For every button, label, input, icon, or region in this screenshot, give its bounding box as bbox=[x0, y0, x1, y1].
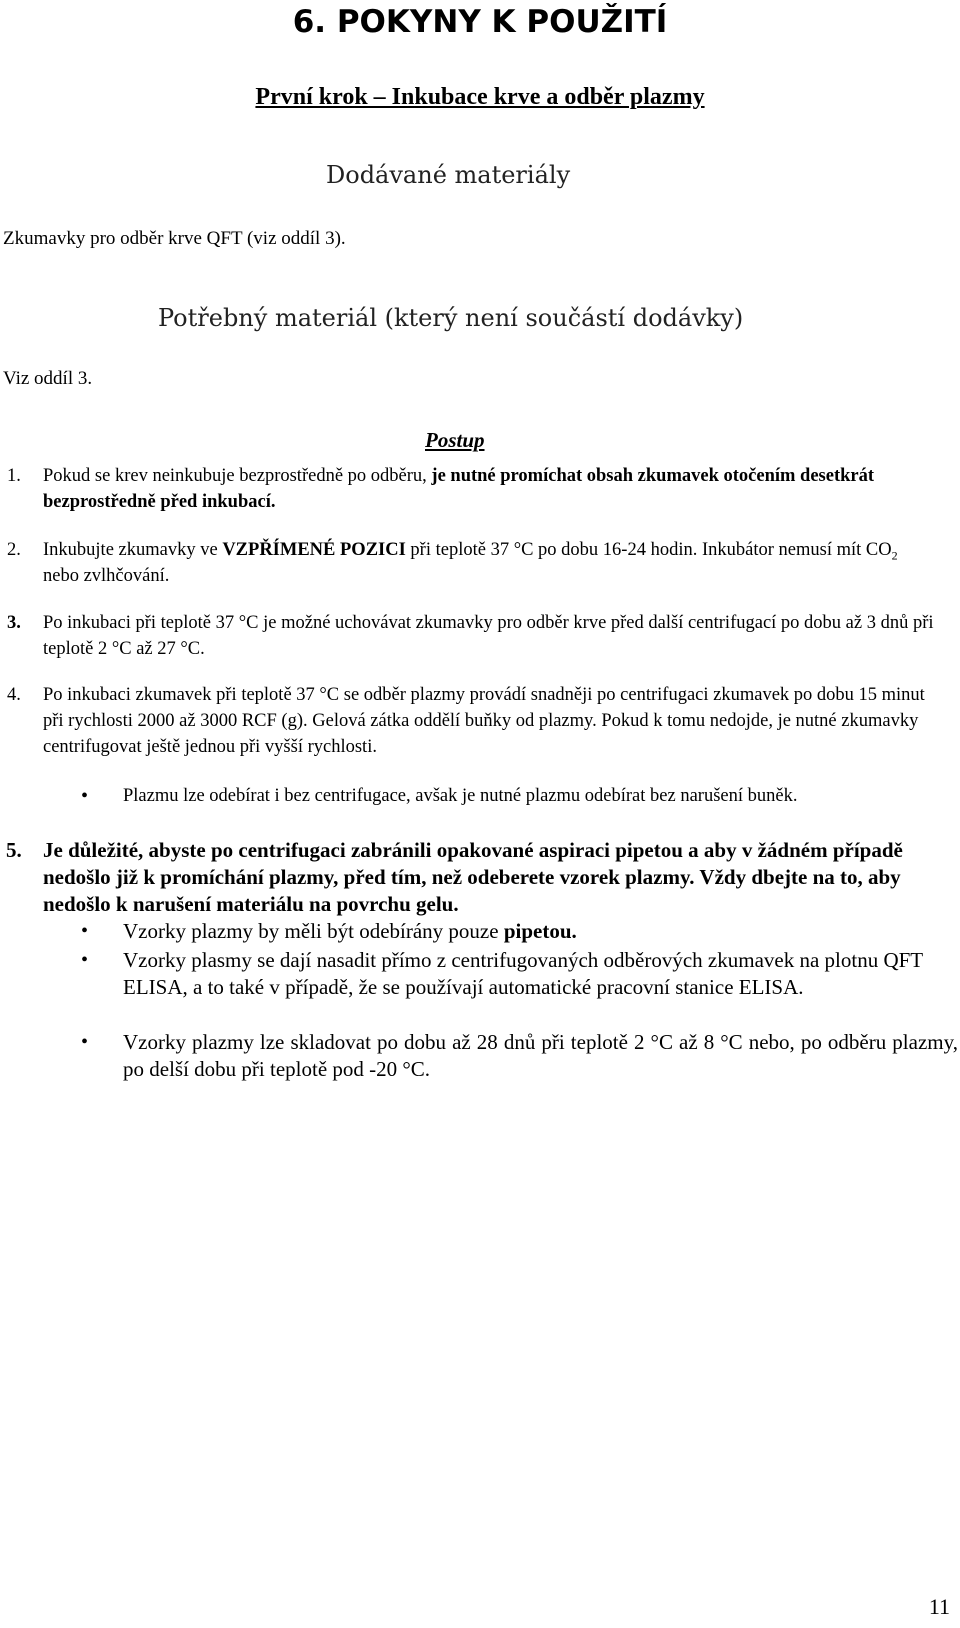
bullet-icon: • bbox=[81, 949, 89, 971]
bullet-text: Plazmu lze odebírat i bez centrifugace, avšak je nutné plazmu odebírat bez narušení buněk. bbox=[123, 786, 798, 806]
required-materials-heading: Potřebný materiál (který není součástí dodávky) bbox=[158, 304, 744, 332]
step-title: První krok – Inkubace krve a odběr plazmy bbox=[255, 84, 705, 110]
section-title: 6. POKYNY K POUŽITÍ bbox=[292, 4, 668, 40]
bullet-icon: • bbox=[81, 920, 89, 942]
list-item bbox=[0, 947, 958, 1001]
step-number: 3. bbox=[7, 613, 21, 633]
procedure-heading: Postup bbox=[425, 428, 485, 452]
step-5 bbox=[0, 837, 958, 918]
step-number: 1. bbox=[7, 466, 21, 486]
bullet-text: Vzorky plazmy by měli být odebírány pouze pipetou. bbox=[123, 919, 577, 943]
bullet-text: Vzorky plasmy se dají nasadit přímo z centrifugovaných odběrových zkumavek na plotnu QFT ELISA, a to také v případě, že se používají automatické pracovní stanice ELISA. bbox=[123, 948, 923, 999]
list-item bbox=[0, 783, 958, 809]
step-4 bbox=[0, 682, 958, 760]
step-emphasis: je nutné promíchat obsah zkumavek otočením desetkrát bezprostředně před inkubací. bbox=[43, 466, 875, 512]
list-item bbox=[0, 1029, 958, 1083]
co2-subscript: 2 bbox=[891, 548, 898, 563]
step-text: Pokud se krev neinkubuje bezprostředně po odběru, je nutné promíchat obsah zkumavek otočením desetkrát bezprostředně před inkubací. bbox=[43, 466, 875, 512]
supplied-materials-text: Zkumavky pro odběr krve QFT (viz oddíl 3). bbox=[3, 228, 346, 249]
bullet-text: Vzorky plazmy lze skladovat po dobu až 28 dnů při teplotě 2 °C až 8 °C nebo, po odběru plazmy, po delší dobu při teplotě pod -20 °C. bbox=[123, 1030, 958, 1081]
step-2 bbox=[0, 537, 958, 589]
step-1 bbox=[0, 463, 958, 515]
step-number: 5. bbox=[6, 838, 22, 862]
step-text: Po inkubaci zkumavek při teplotě 37 °C se odběr plazmy provádí snadněji po centrifugaci zkumavek po dobu 15 minut při rychlosti 2000 až 3000 RCF (g). Gelová zátka oddělí buňky od plazmy. Pokud k tomu nedojde, je nutné zkumavky centrifugovat ještě jednou při vyšší rychlosti. bbox=[43, 685, 925, 757]
step-number: 2. bbox=[7, 540, 21, 560]
bullet-icon: • bbox=[81, 1031, 89, 1053]
step-text: Po inkubaci při teplotě 37 °C je možné uchovávat zkumavky pro odběr krve před další centrifugací po dobu až 3 dnů při teplotě 2 °C až 27 °C. bbox=[43, 613, 934, 659]
bullet-icon: • bbox=[81, 785, 89, 807]
bullet-emphasis: pipetou. bbox=[503, 919, 577, 943]
step-3 bbox=[0, 610, 958, 662]
page-number: 11 bbox=[928, 1594, 950, 1619]
step-text: Inkubujte zkumavky ve VZPŘÍMENÉ POZICI při teplotě 37 °C po dobu 16-24 hodin. Inkubátor nemusí mít $CO_2$ nebo zvlhčování. bbox=[43, 540, 898, 586]
step-emphasis: VZPŘÍMENÉ POZICI bbox=[222, 540, 406, 560]
step-number: 4. bbox=[7, 685, 21, 705]
list-item bbox=[0, 918, 958, 945]
step-text: Je důležité, abyste po centrifugaci zabránili opakované aspiraci pipetou a aby v žádném případě nedošlo již k promíchání plazmy, před tím, než odeberete vzorek plazmy. Vždy dbejte na to, aby nedošlo k narušení materiálu na povrchu gelu. bbox=[43, 838, 903, 916]
required-materials-text: Viz oddíl 3. bbox=[3, 368, 93, 389]
supplied-materials-heading: Dodávané materiály bbox=[326, 161, 571, 189]
